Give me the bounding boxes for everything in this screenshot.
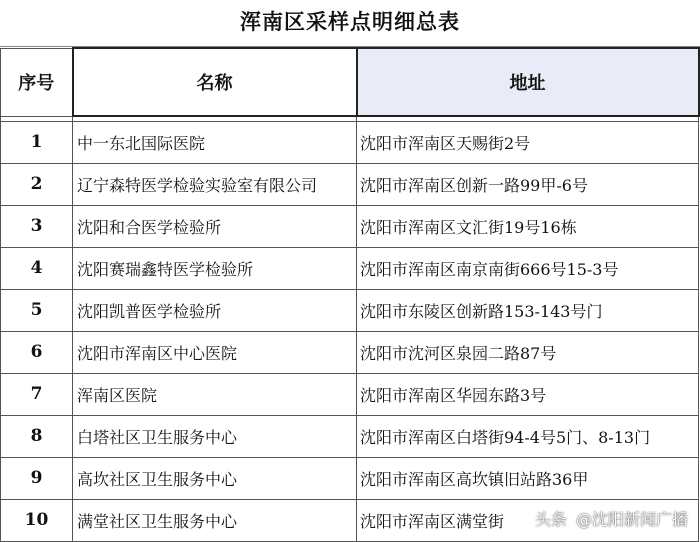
site-name[interactable]: 满堂社区卫生服务中心 <box>73 499 357 541</box>
header-name[interactable]: 名称 <box>73 48 357 116</box>
site-name[interactable]: 沈阳市浑南区中心医院 <box>73 331 357 373</box>
site-address[interactable]: 沈阳市浑南区高坎镇旧站路36甲 <box>357 457 699 499</box>
table-row <box>1 415 699 457</box>
table-row <box>1 457 699 499</box>
row-number[interactable]: 2 <box>1 163 73 205</box>
table-row <box>1 247 699 289</box>
watermark-separator <box>569 510 574 529</box>
row-number[interactable]: 3 <box>1 205 73 247</box>
row-number[interactable]: 6 <box>1 331 73 373</box>
site-address[interactable]: 沈阳市浑南区满堂街 <box>357 499 699 541</box>
site-name[interactable]: 浑南区医院 <box>73 373 357 415</box>
site-address[interactable]: 沈阳市浑南区天赐街2号 <box>357 121 699 163</box>
row-number[interactable]: 7 <box>1 373 73 415</box>
row-number[interactable]: 1 <box>1 121 73 163</box>
site-address[interactable]: 沈阳市浑南区文汇街19号16栋 <box>357 205 699 247</box>
sheet-title: 浑南区采样点明细总表 <box>0 0 700 47</box>
row-number[interactable]: 4 <box>1 247 73 289</box>
watermark-handle: @沈阳新闻广播 <box>575 510 688 529</box>
watermark-prefix: 头条 <box>534 510 567 529</box>
site-name[interactable]: 白塔社区卫生服务中心 <box>73 415 357 457</box>
header-address[interactable]: 地址 <box>357 48 699 116</box>
site-name[interactable]: 沈阳赛瑞鑫特医学检验所 <box>73 247 357 289</box>
site-address[interactable]: 沈阳市沈河区泉园二路87号 <box>357 331 699 373</box>
source-watermark <box>535 507 688 530</box>
site-address[interactable]: 沈阳市浑南区创新一路99甲-6号 <box>357 163 699 205</box>
site-name[interactable]: 沈阳凯普医学检验所 <box>73 289 357 331</box>
header-no: 序号 <box>1 48 73 116</box>
header-row <box>1 48 699 116</box>
table-row <box>1 163 699 205</box>
row-number[interactable]: 9 <box>1 457 73 499</box>
table-row <box>1 205 699 247</box>
site-name[interactable]: 中一东北国际医院 <box>73 121 357 163</box>
site-name[interactable]: 沈阳和合医学检验所 <box>73 205 357 247</box>
row-number[interactable]: 8 <box>1 415 73 457</box>
site-name[interactable]: 高坎社区卫生服务中心 <box>73 457 357 499</box>
row-number[interactable]: 10 <box>1 499 73 541</box>
site-address[interactable]: 沈阳市浑南区白塔街94-4号5门、8-13门 <box>357 415 699 457</box>
table-row <box>1 331 699 373</box>
site-address[interactable]: 沈阳市浑南区华园东路3号 <box>357 373 699 415</box>
sampling-sites-table <box>0 47 700 542</box>
site-address[interactable]: 沈阳市浑南区南京南街666号15-3号 <box>357 247 699 289</box>
site-name[interactable]: 辽宁森特医学检验实验室有限公司 <box>73 163 357 205</box>
row-number[interactable]: 5 <box>1 289 73 331</box>
table-row <box>1 373 699 415</box>
table-row <box>1 289 699 331</box>
site-address[interactable]: 沈阳市东陵区创新路153-143号门 <box>357 289 699 331</box>
table-row <box>1 121 699 163</box>
